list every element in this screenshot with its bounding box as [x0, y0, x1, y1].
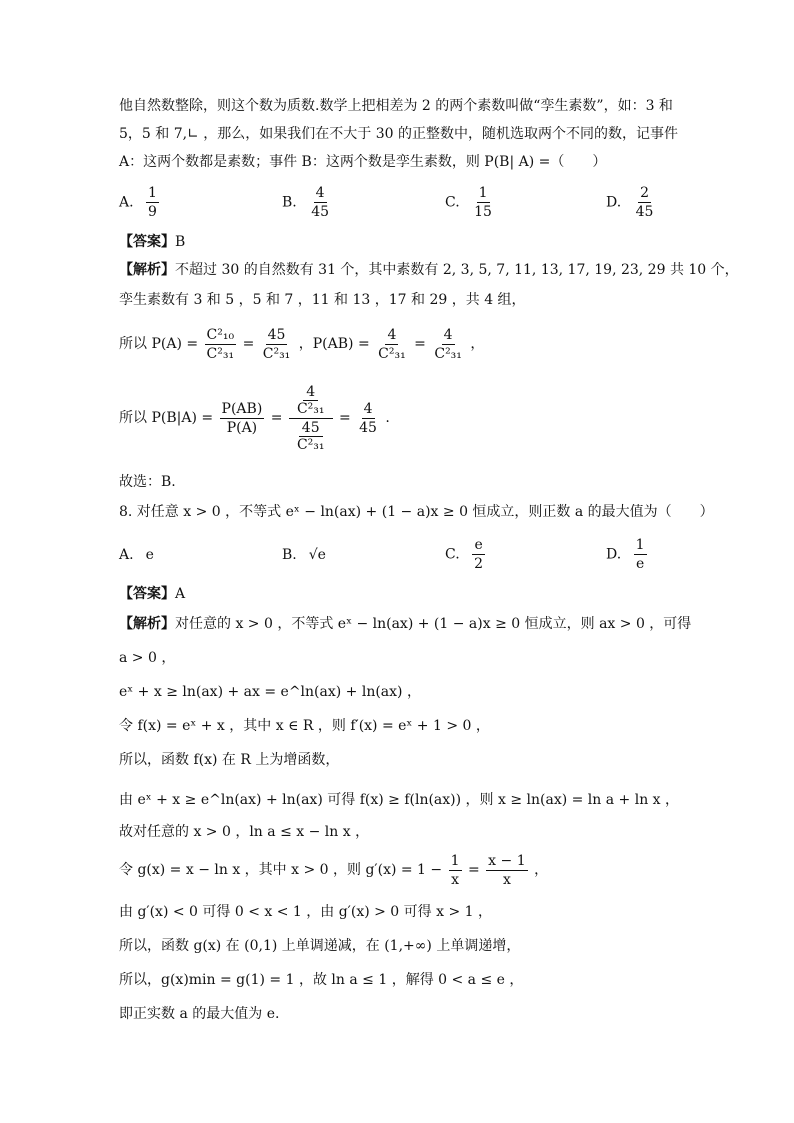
q8-analysis-line-11: 即正实数 a 的最大值为 e. — [119, 1006, 280, 1022]
q8-analysis-line-3: eˣ + x ≥ ln(ax) + ax = e^ln(ax) + ln(ax) ， — [119, 684, 421, 700]
q8-analysis-line-1: 【解析】对任意的 x > 0 ，不等式 eˣ − ln(ax) + (1 − a)x ≥ 0 恒成立，则 ax > 0 ，可得 — [119, 616, 692, 632]
q8-analysis-line-4: 令 f(x) = eˣ + x ，其中 x ∈ R ，则 f′(x) = eˣ + 1 > 0 ， — [119, 718, 490, 734]
q7-option-b: B. $\frac{4}{45}$ — [282, 185, 330, 220]
q8-option-c: C. $\frac{e}{2}$ — [445, 537, 484, 572]
q7-conclusion: 故选：B. — [119, 474, 176, 490]
intro-line-1: 他自然数整除，则这个数为质数.数学上把相差为 2 的两个素数叫做“孪生素数”，如：3 和 — [119, 98, 673, 114]
q7-analysis-line-1: 【解析】不超过 30 的自然数有 31 个，其中素数有 2, 3, 5, 7, 11, 13, 17, 19, 23, 29 共 10 个， — [119, 262, 739, 278]
q8-option-d: D. $\frac{1}{e}$ — [606, 537, 645, 572]
q7-analysis-line-4: 所以 P(B|A) = $\frac{P(AB)}{P(A)}$ = $\frac{\frac{4}{\text{C²₃₁}}}{\frac{45}{\text{C²₃₁}}}$ = $\frac{4}{45}$ . — [119, 383, 390, 453]
q8-analysis-line-6: 由 eˣ + x ≥ e^ln(ax) + ln(ax) 可得 f(x) ≥ f(ln(ax)) ，则 x ≥ ln(ax) = ln a + ln x ， — [119, 792, 680, 808]
intro-line-2: 5，5 和 7,∟ ，那么，如果我们在不大于 30 的正整数中，随机选取两个不同的数，记事件 — [119, 126, 678, 142]
q8-option-b: B. √e — [282, 547, 326, 563]
q8-analysis-line-g: 令 g(x) = x − ln x ，其中 x > 0 ，则 g′(x) = 1 − $\frac{1}{x}$ = $\frac{x - 1}{x}$ ， — [119, 852, 549, 888]
q8-analysis-line-5: 所以，函数 f(x) 在 R 上为增函数， — [119, 752, 340, 768]
q8-analysis-line-7: 故对任意的 x > 0 ，ln a ≤ x − ln x ， — [119, 824, 370, 840]
q7-option-d: D. $\frac{2}{45}$ — [606, 185, 654, 220]
q7-answer: 【答案】B — [119, 234, 186, 250]
q7-option-c: C. $\frac{1}{15}$ — [445, 185, 492, 220]
q8-analysis-line-10: 所以，g(x)min = g(1) = 1 ，故 ln a ≤ 1 ，解得 0 < a ≤ e ， — [119, 972, 524, 988]
q8-analysis-line-9: 所以，函数 g(x) 在 (0,1) 上单调递减，在 (1,+∞) 上单调递增， — [119, 938, 521, 954]
q8-option-a: A. e — [119, 547, 154, 563]
intro-line-3: A：这两个数都是素数；事件 B：这两个数是孪生素数，则 P(B| A) =（ ） — [119, 154, 607, 170]
q7-option-a: A. $\frac{1}{9}$ — [119, 185, 157, 220]
q8-answer: 【答案】A — [119, 586, 186, 602]
q8-analysis-line-2: a > 0 ， — [119, 650, 176, 666]
q8-analysis-line-8: 由 g′(x) < 0 可得 0 < x < 1 ，由 g′(x) > 0 可得 x > 1 ， — [119, 904, 493, 920]
q8-stem: 8. 对任意 x > 0 ，不等式 eˣ − ln(ax) + (1 − a)x ≥ 0 恒成立，则正数 a 的最大值为（ ） — [119, 504, 714, 520]
q7-analysis-line-2: 孪生素数有 3 和 5 ，5 和 7 ，11 和 13 ，17 和 29 ，共 4 组， — [119, 292, 526, 308]
q7-analysis-line-3: 所以 P(A) = $\frac{\text{C²₁₀}}{\text{C²₃₁}}$ = $\frac{45}{\text{C²₃₁}}$ ，P(AB) = $\frac{4}{\text{C²₃₁}}$ = $\frac{4}{\text{C²₃₁}}$ ， — [119, 326, 485, 362]
